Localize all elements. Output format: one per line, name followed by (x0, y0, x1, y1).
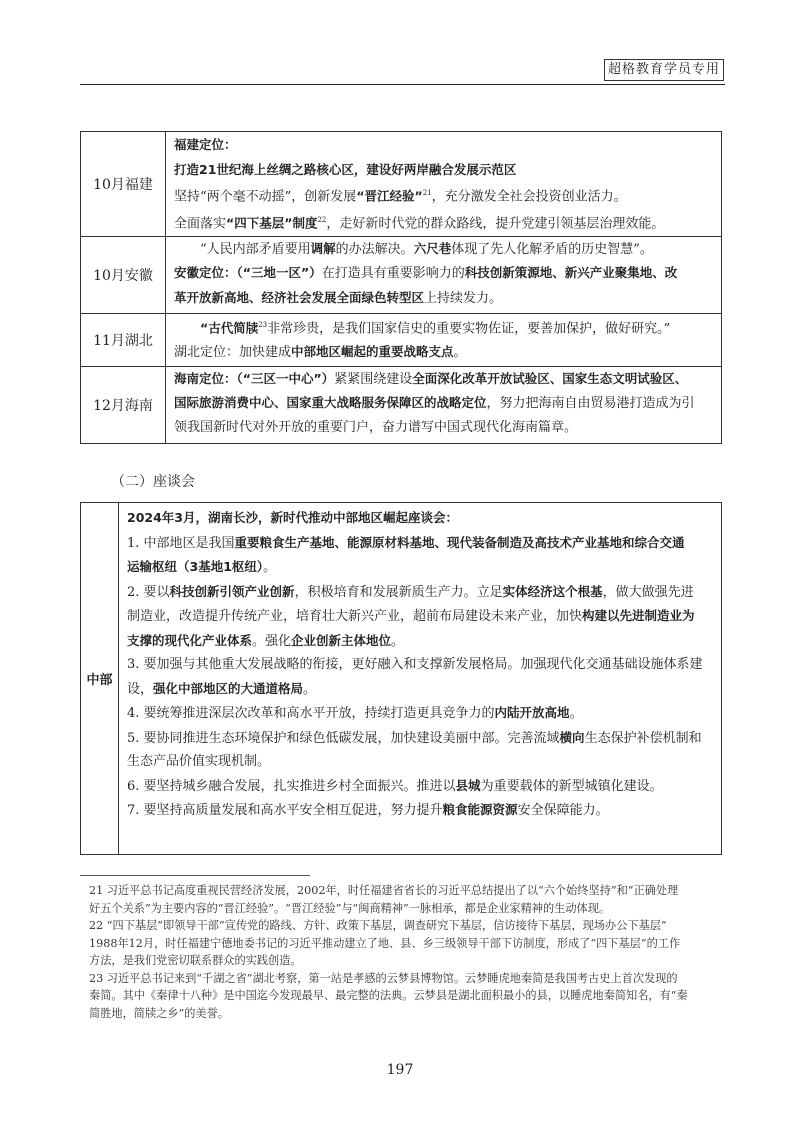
row-label-anhui: 10月安徽 (81, 236, 166, 313)
row-body-hubei (166, 313, 722, 366)
text-run: 。强化 (252, 633, 292, 649)
text-run: 企业创新主体地位 (291, 632, 392, 648)
text-run: 体现了先人化解矛盾的历史智慧”。 (451, 241, 653, 257)
text-run: 重要粮食生产基地、能源原材料基地、现代装备制造及高技术产业基地和综合交通 (234, 534, 685, 550)
text-line (127, 677, 713, 702)
footnote-rule (80, 875, 310, 876)
row-label-central: 中部 (81, 503, 119, 855)
text-line (127, 580, 713, 605)
text-run: 构建以先进制造业为 (582, 608, 695, 623)
text-run: 上持续发力。 (424, 290, 503, 306)
table-row (81, 132, 722, 237)
header-badge: 超格教育学员专用 (604, 59, 724, 81)
text-run: 7. 要坚持高质量发展和高水平安全相互促进，努力提升 (127, 803, 443, 818)
text-run: 安徽定位：（“三地一区”） (174, 265, 322, 281)
text-run: 领我国新时代对外开放的重要门户，奋力谱写中国式现代化海南篇章。 (174, 419, 578, 435)
text-run: 科技创新引领产业创新 (169, 583, 295, 599)
footnote-line: 22 “四下基层”即领导干部“宣传党的路线、方针、政策下基层，调查研究下基层，信访接待下基层，现场办公下基层” (89, 919, 667, 932)
text-run: 。 (303, 681, 317, 697)
text-line (127, 604, 713, 629)
text-line (127, 798, 713, 823)
page-number: 197 (386, 1062, 414, 1078)
footnote-line: 秦简。其中《秦律十八种》是中国迄今发现最早、最完整的法典。云梦县是湖北面积最小的县，以睡虎地秦简知名，有“秦 (89, 989, 688, 1002)
text-run: 支撑的现代化产业体系 (127, 632, 253, 648)
text-run: 设， (127, 681, 154, 697)
text-run: “四下基层” (226, 215, 293, 231)
text-run: “人民内部矛盾要用 (200, 241, 311, 257)
text-run: 福建定位： (174, 137, 237, 152)
text-run: 4. 要统筹推进深层次改革和高水平开放，持续打造更具竞争力的 (127, 706, 495, 721)
text-run: 安全保障能力。 (517, 803, 609, 818)
symposium-table (80, 502, 722, 855)
header-rule (80, 84, 725, 85)
footnote-line: 好五个关系”为主要内容的“晋江经验”。“晋江经验”与“闽商精神”一脉相承，都是企业家精神的生动体现。 (89, 901, 611, 915)
text-run: 。 (263, 560, 277, 575)
text-line (174, 314, 713, 341)
text-line (127, 750, 713, 774)
footnote-line: 23 习近平总书记来到“千湖之省”湖北考察，第一站是孝感的云梦县博物馆。云梦睡虎地秦简是我国考古史上首次发现的 (89, 971, 678, 985)
text-run: 。 (569, 706, 583, 721)
text-run: “晋江经验” (356, 188, 423, 204)
text-line (127, 506, 713, 531)
text-run: 粮食能源资源 (442, 802, 518, 817)
text-run: 运输枢纽（3基地1枢纽） (127, 559, 264, 574)
text-run: 坚持“两个毫不动摇”，创新发展 (174, 189, 357, 205)
text-run: ，做大做强先进 (602, 584, 694, 600)
text-run: 横向 (559, 729, 585, 745)
footnote-line: 方法，是我们党密切联系群众的实践创造。 (89, 954, 302, 967)
text-run: 2024年3月，湖南长沙，新时代推动中部地区崛起座谈会： (127, 510, 458, 525)
text-line (174, 158, 713, 183)
text-run: 湖北定位：加快建成 (174, 345, 292, 361)
text-run: 生态保护补偿机制和 (584, 730, 702, 746)
text-run: ，努力把海南自由贸易港打造成为引 (486, 396, 695, 412)
text-run: 1. 中部地区是我国 (127, 535, 235, 551)
text-run: 实体经济这个根基 (502, 583, 603, 599)
text-line (174, 133, 713, 158)
row-label-hubei: 11月湖北 (81, 313, 166, 366)
text-line (127, 629, 713, 654)
row-body-anhui (166, 236, 722, 313)
section-title: （二）座谈会 (111, 474, 195, 490)
text-run: 制造业，改造提升传统产业，培育壮大新兴产业，超前布局建设未来产业，加快 (127, 609, 583, 624)
footnotes (89, 882, 725, 1022)
row-body-hainan (166, 366, 722, 443)
text-line (174, 367, 713, 392)
text-run: ，走好新时代党的群众路线，提升党建引领基层治理效能。 (326, 216, 665, 232)
text-run: 3. 要加强与其他重大发展战略的衔接，更好融入和支撑新发展格局。加强现代化交通基础设施体系建 (127, 657, 703, 672)
text-run: 6. 要坚持城乡融合发展，扎实推进乡村全面振兴。推进以 (127, 778, 456, 794)
text-run: 海南定位：（“三区一中心”） (174, 370, 335, 386)
text-run: 为重要载体的新型城镇化建设。 (480, 778, 663, 794)
text-run: ，充分激发全社会投资创业活力。 (431, 189, 627, 205)
text-run: 全面落实 (174, 216, 227, 232)
footnote-line: 21 习近平总书记高度重视民营经济发展，2002年，时任福建省省长的习近平总结提出了以“六个始终坚持”和“正确处理 (89, 884, 679, 897)
row-label-fujian: 10月福建 (81, 132, 166, 237)
text-line (174, 182, 713, 209)
text-run: ，积极培育和发展新质生产力。立足 (294, 584, 503, 600)
text-line (174, 416, 713, 440)
footnote-ref: 21 (422, 189, 432, 197)
table-row (81, 503, 722, 855)
text-line (174, 340, 713, 365)
text-line (127, 701, 713, 726)
text-run: 国际旅游消费中心、国家重大战略服务保障区的战略定位 (174, 395, 487, 411)
footnote-ref: 23 (258, 320, 268, 329)
text-run: 5. 要协同推进生态环境保护和绿色低碳发展，加快建设美丽中部。完善流域 (127, 730, 560, 746)
text-run: 。 (391, 633, 405, 649)
text-run: 打造21世纪海上丝绸之路核心区，建设好两岸融合发展示范区 (174, 161, 517, 177)
table-row (81, 236, 722, 313)
text-line (127, 726, 713, 751)
text-run: 在打造具有重要影响力的 (321, 266, 465, 282)
footnote-line: 1988年12月，时任福建宁德地委书记的习近平推动建立了地、县、乡三级领导干部下访制度，形成了“四下基层”的工作 (89, 936, 681, 950)
text-run: “古代简牍 (200, 319, 259, 335)
text-line (127, 531, 713, 556)
text-run: 非常珍贵，是我们国家信史的重要实物佐证，要善加保护，做好研究。” (267, 320, 671, 336)
text-run: 调解 (310, 240, 336, 256)
text-run: 中部地区崛起的重要战略支点 (291, 344, 454, 360)
table-row (81, 313, 722, 366)
text-run: 。 (453, 345, 467, 361)
text-run: 内陆开放高地 (494, 705, 570, 720)
text-run: 全面深化改革开放试验区、国家生态文明试验区、 (412, 370, 688, 386)
text-run: 制度 (292, 215, 318, 231)
text-line (174, 391, 713, 416)
row-body-fujian (166, 132, 722, 237)
text-run: 2. 要以 (127, 584, 170, 600)
text-run: 革开放新高地、经济社会发展全面绿色转型区 (174, 289, 425, 305)
footnote-line: 简胜地，简牍之乡”的美誉。 (89, 1006, 229, 1020)
row-label-hainan: 12月海南 (81, 366, 166, 443)
text-run: 紧紧围绕建设 (334, 371, 413, 387)
text-line (127, 653, 713, 677)
text-run: 强化中部地区的大通道格局 (153, 680, 304, 696)
text-line (174, 261, 713, 286)
row-body-central (119, 503, 722, 855)
text-line (127, 555, 713, 580)
footnote-ref: 22 (317, 215, 327, 224)
text-run: 科技创新策源地、新兴产业聚集地、改 (464, 265, 678, 281)
provinces-table (80, 131, 722, 444)
text-line (127, 774, 713, 799)
text-run: 六尺巷 (413, 240, 452, 256)
text-run: 县城 (455, 777, 481, 793)
text-run: 生态产品价值实现机制。 (127, 754, 271, 769)
text-line (174, 237, 713, 262)
table-row (81, 366, 722, 443)
text-line (174, 209, 713, 236)
text-line (174, 286, 713, 311)
text-run: 的办法解决。 (335, 241, 414, 257)
